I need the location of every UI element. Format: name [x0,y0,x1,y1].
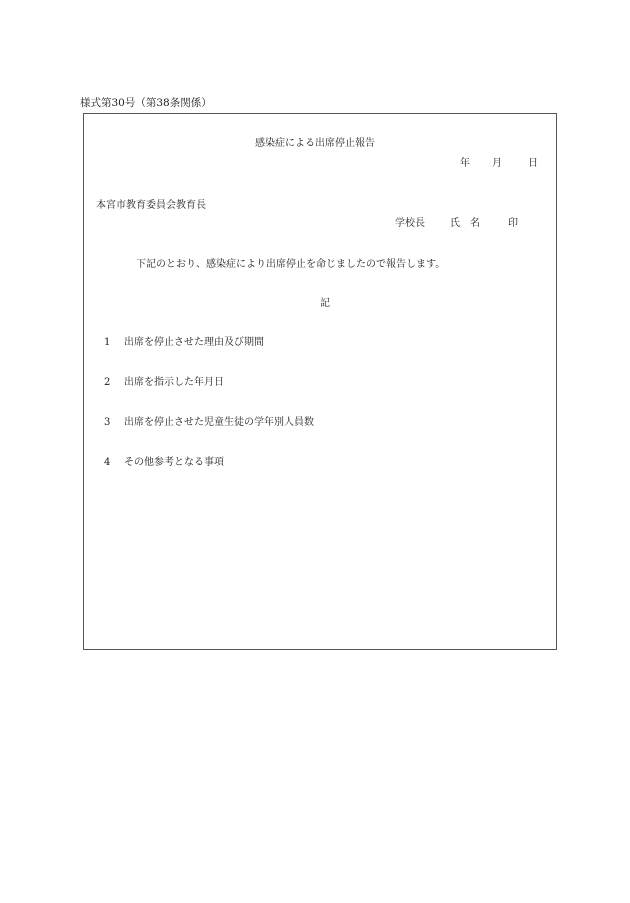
body-text: 下記のとおり、感染症により出席停止を命じましたので報告します。 [136,259,446,270]
date-month-label: 月 [492,158,502,169]
form-number-label: 様式第30号（第38条関係） [80,97,212,109]
seal-label: 印 [508,218,518,229]
item-text: その他参考となる事項 [124,457,224,468]
item-text: 出席を停止させた理由及び期間 [124,337,264,348]
item-number: 2 [104,377,111,388]
item-number: 3 [104,417,111,428]
name-label: 氏 名 [450,218,480,229]
date-year-label: 年 [460,158,470,169]
item-text: 出席を停止させた児童生徒の学年別人員数 [124,417,314,428]
item-number: 1 [104,337,111,348]
ki-heading: 記 [320,298,330,309]
item-number: 4 [104,457,111,468]
item-text: 出席を指示した年月日 [124,377,224,388]
date-day-label: 日 [528,158,538,169]
principal-label: 学校長 [395,218,425,229]
document-title: 感染症による出席停止報告 [255,138,375,149]
addressee: 本宮市教育委員会教育長 [96,200,206,211]
